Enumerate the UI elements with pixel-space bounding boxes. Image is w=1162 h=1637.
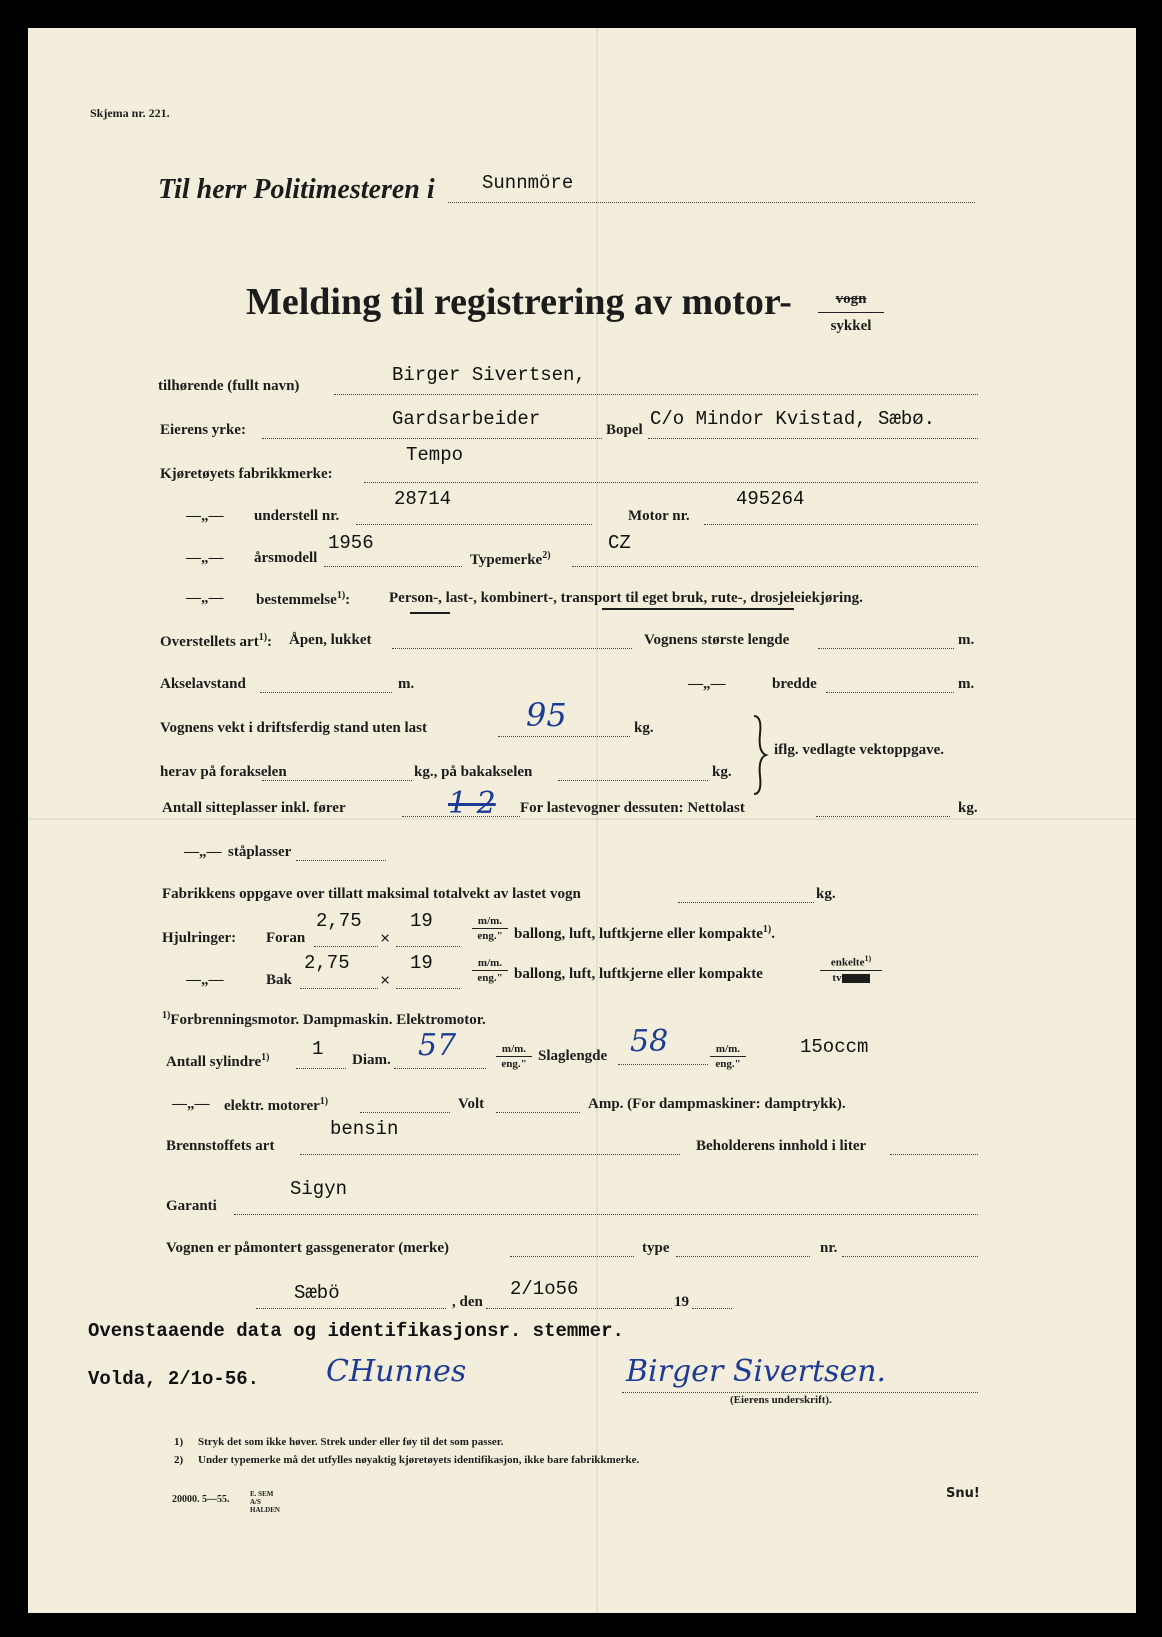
ditto-mark: —„— [688, 676, 726, 692]
print-code: 20000. 5—55. [172, 1494, 230, 1505]
weight-line [498, 736, 630, 737]
tire-front-label: Foran [266, 930, 306, 946]
chassis-value: 28714 [394, 488, 452, 510]
occupation-label: Eierens yrke: [160, 422, 246, 438]
tire-front-types-text: ballong, luft, luftkjerne eller kompakte [514, 926, 763, 942]
stroke-unit-mm: m/m. [710, 1042, 746, 1057]
type-label-text: Typemerke [470, 552, 543, 568]
verification-line: Ovenstaaende data og identifikasjonsr. stemmer. [88, 1320, 624, 1342]
schema-number: Skjema nr. 221. [90, 106, 170, 120]
wheelbase-unit: m. [398, 676, 415, 692]
place-line [256, 1308, 446, 1309]
make-value: Tempo [406, 444, 464, 466]
gas-type-label: type [642, 1240, 670, 1256]
tire-front-dia: 19 [410, 910, 433, 932]
seats-value: 1 2 [448, 786, 496, 821]
stroke-label: Slaglengde [538, 1048, 608, 1064]
make-label: Kjøretøyets fabrikkmerke: [160, 466, 333, 482]
wheelbase-label: Akselavstand [160, 676, 246, 692]
residence-label: Bopel [606, 422, 643, 438]
fuel-label: Brennstoffets art [166, 1138, 275, 1154]
cargo-label: For lastevogner dessuten: Nettolast [520, 800, 745, 816]
ditto-mark: —„— [172, 1096, 210, 1112]
volt-label: Volt [458, 1096, 485, 1112]
title-fraction-top: vogn [818, 286, 884, 313]
cylinders-label-text: Antall sylindre [166, 1054, 262, 1070]
ditto-mark: —„— [186, 508, 224, 524]
electric-label [224, 1096, 328, 1115]
residence-line [648, 438, 978, 439]
verification-place: Volda, 2/1o-56. [88, 1368, 260, 1390]
year-value: 1956 [328, 532, 374, 554]
cylinders-line [296, 1068, 346, 1069]
tire-rear-types: ballong, luft, luftkjerne eller kompakte [514, 966, 763, 982]
wheelbase-line [260, 692, 392, 693]
bore-value: 57 [418, 1028, 457, 1063]
body-line [392, 648, 632, 649]
title-fraction [818, 286, 884, 339]
year-line [324, 566, 462, 567]
form-title: Melding til registrering av motor- [246, 281, 792, 323]
purpose-underline-person [410, 612, 450, 614]
engine-note [162, 1010, 486, 1029]
occupation-line [262, 438, 602, 439]
purpose-label: bestemmelse$^{1)}$: [256, 590, 351, 608]
gas-type-line [676, 1256, 810, 1257]
title-fraction-bottom: sykkel [830, 318, 872, 334]
tire-rear-width: 2,75 [304, 952, 350, 974]
footnote-1: Stryk det som ikke høver. Strek under eller føy til det som passer. [198, 1436, 504, 1448]
tire-front-width: 2,75 [316, 910, 362, 932]
ditto-mark: —„— [184, 844, 222, 860]
guarantee-label: Garanti [166, 1198, 217, 1214]
bore-label: Diam. [352, 1052, 391, 1068]
volt-line [496, 1112, 580, 1113]
chassis-label: understell nr. [254, 508, 340, 524]
tire-front-unit-eng: eng." [477, 930, 503, 942]
purpose-options: Person-, last-, kombinert-, transport til eget bruk, rute-, drosjeleiekjøring. [389, 590, 863, 606]
owner-signature: Birger Sivertsen. [626, 1354, 887, 1389]
body-footnote-mark: 1) [258, 632, 268, 643]
motor-label: Motor nr. [628, 508, 690, 524]
front-axle-line [262, 780, 412, 781]
tire-front-times: × [380, 928, 391, 948]
footnote-2-mark: 2) [174, 1454, 184, 1466]
owner-signature-caption: (Eierens underskrift). [730, 1394, 832, 1406]
type-label [470, 550, 551, 569]
date-label-text: den [459, 1294, 483, 1310]
stroke-unit-eng: eng." [715, 1058, 741, 1070]
twin-label-struck [842, 974, 870, 983]
electric-label-text: elektr. motorer [224, 1098, 320, 1114]
bore-unit-mm: m/m. [496, 1042, 532, 1057]
standing-line [296, 860, 386, 861]
front-axle-label: herav på forakselen [160, 764, 287, 780]
fold-crease-horizontal [28, 818, 1136, 820]
bore-unit-eng: eng." [501, 1058, 527, 1070]
addressee-label: Til herr Politimesteren i [158, 174, 435, 205]
single-label-text: enkelte [830, 956, 865, 969]
tire-rear-label: Bak [266, 972, 292, 988]
tire-rear-width-line [300, 988, 378, 989]
rear-axle-label: kg., på bakakselen [414, 764, 533, 780]
tire-front-unit-mm: m/m. [472, 914, 508, 929]
tire-rear-unit-fraction [472, 956, 508, 985]
width-line [826, 692, 954, 693]
cylinders-mark: 1) [261, 1052, 270, 1063]
owner-line [334, 394, 978, 395]
cylinders-value: 1 [312, 1038, 324, 1060]
ditto-mark: —„— [186, 972, 224, 988]
owner-value: Birger Sivertsen, [392, 364, 586, 386]
cargo-line [816, 816, 950, 817]
amp-label: Amp. (For dampmaskiner: damptrykk). [588, 1096, 846, 1112]
guarantee-value: Sigyn [290, 1178, 348, 1200]
weight-value: 95 [526, 696, 567, 734]
weight-brace [748, 714, 770, 796]
twin-label [820, 971, 882, 985]
tank-label: Beholderens innhold i liter [696, 1138, 867, 1154]
body-options: Åpen, lukket [289, 632, 372, 648]
cylinders-label [166, 1052, 270, 1071]
ditto-mark: —„— [186, 550, 224, 566]
electric-line [360, 1112, 450, 1113]
purpose-underline-own-use [602, 608, 794, 610]
gas-gen-line [510, 1256, 634, 1257]
rear-axle-line [558, 780, 708, 781]
guarantee-line [234, 1214, 978, 1215]
engine-note-text: Forbrenningsmotor. Dampmaskin. Elektromotor. [170, 1012, 486, 1028]
single-twin-fraction [820, 952, 882, 985]
body-label: Overstellets art$^{1)}$: [160, 632, 273, 650]
form-sheet [28, 28, 1136, 1613]
date-value: 2/1o56 [510, 1278, 579, 1300]
single-label [820, 952, 882, 971]
date-label: , den [452, 1294, 483, 1310]
stroke-unit-fraction [710, 1042, 746, 1071]
year-label: årsmodell [254, 550, 318, 566]
fuel-value: bensin [330, 1118, 399, 1140]
gas-no-label: nr. [820, 1240, 838, 1256]
place-value: Sæbö [294, 1282, 340, 1304]
tire-front-types-mark: 1) [762, 924, 772, 935]
fold-crease-vertical [596, 28, 598, 1613]
seats-label: Antall sitteplasser inkl. fører [162, 800, 346, 816]
max-weight-line [678, 902, 814, 903]
width-unit: m. [958, 676, 975, 692]
max-weight-unit: kg. [816, 886, 836, 902]
length-unit: m. [958, 632, 975, 648]
stroke-value: 58 [630, 1024, 669, 1059]
motor-value: 495264 [736, 488, 805, 510]
year-prefix: 19 [674, 1294, 689, 1310]
bore-unit-fraction [496, 1042, 532, 1071]
make-line [364, 482, 978, 483]
bore-line [394, 1068, 486, 1069]
printer-name: E. SEM A/S HALDEN [250, 1490, 280, 1514]
fuel-line [300, 1154, 680, 1155]
tire-rear-times: × [380, 970, 391, 990]
length-label: Vognens største lengde [644, 632, 790, 648]
tank-line [890, 1154, 978, 1155]
owner-signature-line [622, 1392, 978, 1393]
weight-unit: kg. [634, 720, 654, 736]
owner-label: tilhørende (fullt navn) [158, 378, 300, 394]
rear-axle-unit: kg. [712, 764, 732, 780]
rims-label: Hjulringer: [162, 930, 237, 946]
engine-note-mark: 1) [162, 1010, 171, 1021]
type-line [572, 566, 978, 567]
cargo-unit: kg. [958, 800, 978, 816]
residence-value: C/o Mindor Kvistad, Sæbø. [650, 408, 936, 430]
motor-line [704, 524, 978, 525]
tire-rear-unit-mm: m/m. [472, 956, 508, 971]
footnote-1-mark: 1) [174, 1436, 184, 1448]
ccm-value: 15occm [800, 1036, 869, 1058]
officer-signature: CHunnes [326, 1354, 467, 1389]
twin-label-text: tv [832, 971, 842, 984]
single-label-mark: 1) [864, 954, 872, 963]
purpose-label-text: bestemmelse [256, 592, 337, 608]
addressee-value: Sunnmöre [482, 172, 574, 194]
ditto-mark: —„— [186, 590, 224, 606]
max-weight-label: Fabrikkens oppgave over tillatt maksimal totalvekt av lastet vogn [162, 886, 581, 902]
tire-front-dia-line [396, 946, 460, 947]
tire-rear-dia: 19 [410, 952, 433, 974]
gas-no-line [842, 1256, 978, 1257]
addressee-line [448, 202, 975, 203]
tire-front-width-line [314, 946, 378, 947]
standing-label: ståplasser [228, 844, 292, 860]
purpose-footnote-mark: 1) [336, 590, 346, 601]
footnote-2: Under typemerke må det utfylles nøyaktig kjøretøyets identifikasjon, ikke bare fabrikkmerke. [198, 1454, 640, 1466]
type-footnote-mark: 2) [542, 550, 551, 561]
gas-gen-label: Vognen er påmontert gassgenerator (merke) [166, 1240, 450, 1256]
occupation-value: Gardsarbeider [392, 408, 541, 430]
type-value: CZ [608, 532, 631, 554]
width-label: bredde [772, 676, 817, 692]
turn-over: Snu! [946, 1486, 980, 1501]
tire-front-unit-fraction [472, 914, 508, 943]
tire-rear-dia-line [396, 988, 460, 989]
chassis-line [356, 524, 592, 525]
tire-front-types: ballong, luft, luftkjerne eller kompakte$^{1)}$. [514, 924, 775, 942]
length-line [818, 648, 954, 649]
electric-mark: 1) [319, 1096, 329, 1107]
year-suffix-line [692, 1308, 732, 1309]
date-line [486, 1308, 672, 1309]
stroke-line [618, 1064, 708, 1065]
tire-rear-unit-eng: eng." [477, 972, 503, 984]
weight-label: Vognens vekt i driftsferdig stand uten last [160, 720, 427, 736]
weight-note: iflg. vedlagte vektoppgave. [774, 742, 944, 758]
